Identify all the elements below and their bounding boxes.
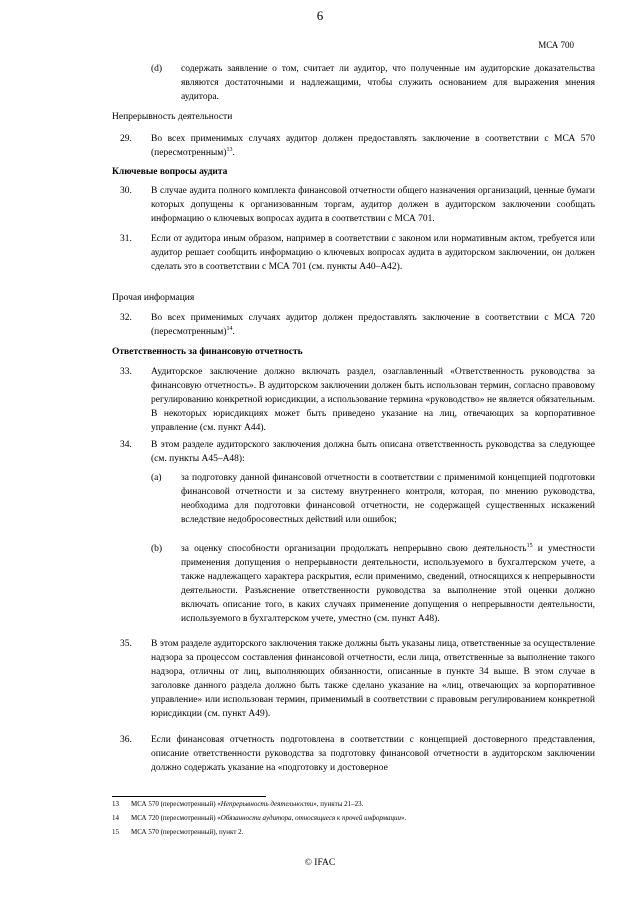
para-35-number: 35. [120,639,132,649]
footnote-15 [131,828,243,837]
footnote-14-number: 14 [112,814,119,822]
para-34b [181,542,595,627]
footnote-ref-15: 15 [526,542,533,549]
footnote-13-post: », пункты 21–23. [313,800,364,808]
footnote-ref-14: 14 [226,325,233,332]
para-36-number: 36. [120,735,132,745]
footnote-13-number: 13 [112,800,119,808]
para-32: Во всех применимых случаях аудитор должен предоставлять заключение в соответствии с МСА 720 (пересмотренным)$^{14}$. [151,313,595,338]
item-d-text: содержать заявление о том, считает ли аудитор, что полученные им аудиторские доказательства являются достаточными и надлежащими, чтобы служить основанием для выражения мнения аудитора. [181,64,595,103]
footnote-ref-13: 13 [226,146,233,153]
footnote-14-pre: МСА 720 (пересмотренный) « [131,814,221,822]
footnote-15-pre: МСА 570 (пересмотренный), пункт 2. [131,828,244,836]
para-32-text: Во всех применимых случаях аудитор должен предоставлять заключение в соответствии с МСА 720 (пересмотренным) [151,313,595,338]
footnote-15-number: 15 [112,828,119,836]
para-34b-text-2: и уместности применения допущения о непрерывности деятельности, используемого в бухгалтерском учете, а также надлежащего характера раскрытия, если применимо, сведений, относящихся к непрерывности деятельности. Разъяснение ответственности руководства за выполнение этой оценки должно включать описание того, в каких случаях применение допущения о непрерывности деятельности, используемого в бухгалтерском учете, уместно (см. пункт А48). [181,544,595,625]
item-d-label: (d) [151,64,163,74]
para-29: Во всех применимых случаях аудитор должен предоставлять заключение в соответствии с МСА 570 (пересмотренным)$^{13}$. [151,134,595,159]
footnote-13 [131,800,363,809]
para-30-number: 30. [120,186,132,196]
para-33: Аудиторское заключение должно включать раздел, озаглавленный «Ответственность руководства за финансовую отчетность». В аудиторском заключении должен быть использован термин, согласно правовому регулированию конкретной юрисдикции, а использование термина «руководство» не является обязательным. В некоторых юрисдикциях может быть приведено указание на лиц, отвечающих за корпоративное управление (см. пункт А44). [151,367,595,434]
para-34b-text-1: за оценку способности организации продолжать непрерывно свою деятельность [181,544,527,554]
heading-responsibilities: Ответственность за финансовую отчетность [112,347,303,357]
footnote-separator [112,796,266,797]
standard-code: МСА 700 [538,40,574,50]
para-31: Если от аудитора иным образом, например в соответствии с законом или нормативным актом, требуется или аудитор решает сообщить информацию о ключевых вопросах аудита в аудиторском заключении, он должен сделать это в соответствии с МСА 701 (см. пункты А40–А42). [151,234,595,273]
footnote-13-title: Непрерывность деятельности [220,800,314,808]
heading-other-information: Прочая информация [112,293,195,303]
para-34b-label: (b) [151,544,163,554]
para-30: В случае аудита полного комплекта финансовой отчетности общего назначения организаций, ценные бумаги которых допущены к организованным торгам, аудитор должен в аудиторском заключении сообщать информацию о ключевых вопросах аудита в соответствии с МСА 701. [151,186,595,225]
para-34a: за подготовку данной финансовой отчетности в соответствии с применимой концепцией подготовки финансовой отчетности и за систему внутреннего контроля, которая, по мнению руководства, необходима для подготовки финансовой отчетности, не содержащей существенных искажений вследствие недобросовестных действий или ошибок; [181,473,595,526]
para-36: Если финансовая отчетность подготовлена в соответствии с концепцией достоверного представления, описание ответственности руководства за подготовку финансовой отчетности в аудиторском заключении должно содержать указание на «подготовку и достоверное [151,735,595,774]
para-33-number: 33. [120,367,132,377]
footnote-14-title: Обязанности аудитора, относящиеся к прочей информации [220,814,401,822]
para-34a-label: (a) [151,473,162,483]
copyright-footer: © IFAC [304,858,336,868]
para-35: В этом разделе аудиторского заключения также должны быть указаны лица, ответственные за осуществление надзора за процессом составления финансовой отчетности, если лица, ответственные за выполнение такого надзора, отличны от лиц, выполняющих обязанности, описанные в пункте 34 выше. В этом случае в заголовке данного раздела должно быть также сделано указание на «лиц, отвечающих за корпоративное управление» или использован термин, применимый в соответствии с правовым регулированием конкретной юрисдикции (см. пункт А49). [151,639,595,720]
heading-key-audit-matters: Ключевые вопросы аудита [112,167,228,177]
para-32-number: 32. [120,313,132,323]
footnote-13-pre: МСА 570 (пересмотренный) « [131,800,221,808]
para-31-number: 31. [120,234,132,244]
para-29-number: 29. [120,134,132,144]
heading-going-concern: Непрерывность деятельности [112,112,233,122]
footnote-14-post: ». [400,814,407,822]
para-29-text: Во всех применимых случаях аудитор должен предоставлять заключение в соответствии с МСА 570 (пересмотренным) [151,134,595,159]
page-number: 6 [316,8,324,23]
footnote-14 [131,814,406,823]
para-34-number: 34. [120,440,132,450]
para-34: В этом разделе аудиторского заключения должна быть описана ответственность руководства за следующее (см. пункты А45–А48): [151,440,595,465]
